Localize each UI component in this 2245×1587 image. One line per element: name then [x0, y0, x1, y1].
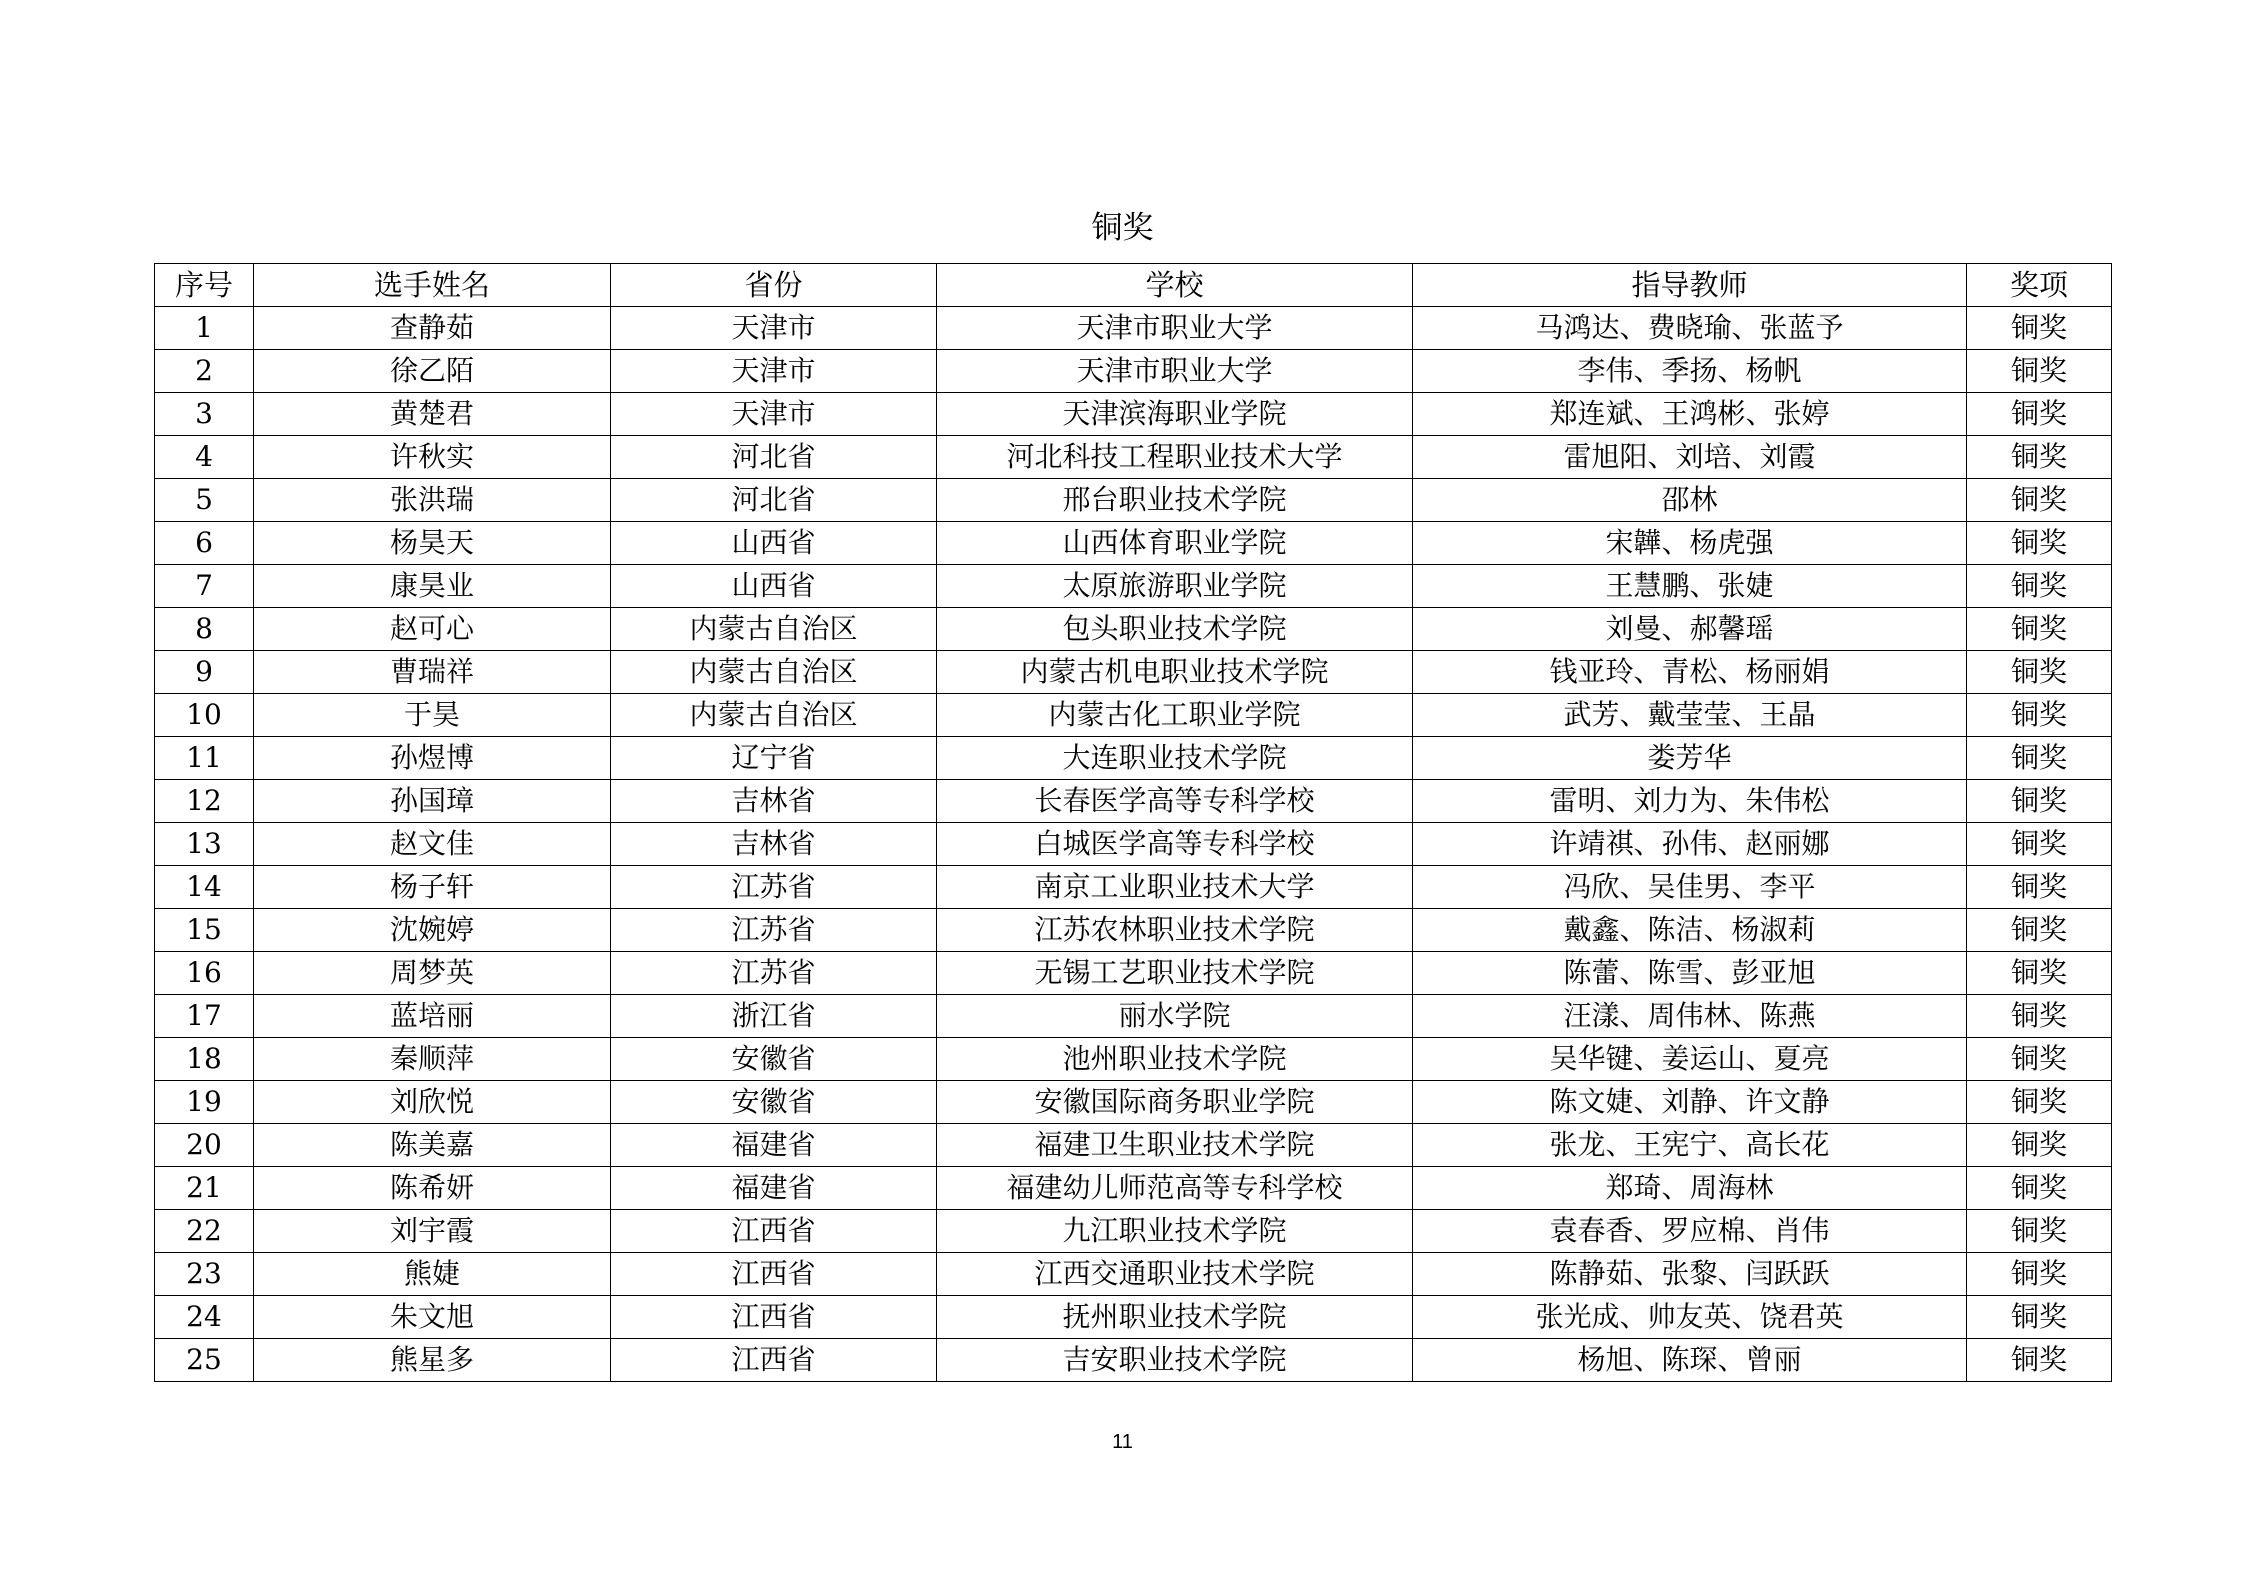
- cell-index: 8: [155, 608, 254, 651]
- cell-province: 天津市: [611, 393, 937, 436]
- page-title: 铜奖: [1091, 210, 1154, 246]
- table-row: [155, 350, 2112, 393]
- cell-instructors: 郑琦、周海林: [1413, 1167, 1967, 1210]
- cell-instructors: 戴鑫、陈洁、杨淑莉: [1413, 909, 1967, 952]
- cell-school: 内蒙古机电职业技术学院: [937, 651, 1413, 694]
- table-row: [155, 1124, 2112, 1167]
- cell-instructors: 钱亚玲、青松、杨丽娟: [1413, 651, 1967, 694]
- cell-contestant-name: 赵可心: [254, 608, 611, 651]
- cell-instructors: 汪漾、周伟林、陈燕: [1413, 995, 1967, 1038]
- cell-award: 铜奖: [1967, 565, 2112, 608]
- cell-province: 河北省: [611, 436, 937, 479]
- cell-province: 江苏省: [611, 909, 937, 952]
- cell-index: 9: [155, 651, 254, 694]
- cell-index: 20: [155, 1124, 254, 1167]
- cell-index: 23: [155, 1253, 254, 1296]
- cell-award: 铜奖: [1967, 1081, 2112, 1124]
- cell-index: 17: [155, 995, 254, 1038]
- cell-index: 13: [155, 823, 254, 866]
- cell-index: 15: [155, 909, 254, 952]
- cell-instructors: 王慧鹏、张婕: [1413, 565, 1967, 608]
- cell-school: 南京工业职业技术大学: [937, 866, 1413, 909]
- cell-award: 铜奖: [1967, 909, 2112, 952]
- table-row: [155, 651, 2112, 694]
- cell-contestant-name: 康昊业: [254, 565, 611, 608]
- cell-school: 江西交通职业技术学院: [937, 1253, 1413, 1296]
- cell-award: 铜奖: [1967, 393, 2112, 436]
- cell-index: 14: [155, 866, 254, 909]
- cell-award: 铜奖: [1967, 350, 2112, 393]
- cell-instructors: 张光成、帅友英、饶君英: [1413, 1296, 1967, 1339]
- cell-province: 安徽省: [611, 1038, 937, 1081]
- cell-award: 铜奖: [1967, 651, 2112, 694]
- cell-school: 河北科技工程职业技术大学: [937, 436, 1413, 479]
- cell-instructors: 雷旭阳、刘培、刘霞: [1413, 436, 1967, 479]
- cell-school: 江苏农林职业技术学院: [937, 909, 1413, 952]
- cell-province: 内蒙古自治区: [611, 694, 937, 737]
- table-row: [155, 1296, 2112, 1339]
- cell-province: 福建省: [611, 1167, 937, 1210]
- cell-award: 铜奖: [1967, 1253, 2112, 1296]
- cell-contestant-name: 徐乙陌: [254, 350, 611, 393]
- table-row: [155, 436, 2112, 479]
- cell-award: 铜奖: [1967, 436, 2112, 479]
- cell-contestant-name: 朱文旭: [254, 1296, 611, 1339]
- cell-award: 铜奖: [1967, 823, 2112, 866]
- table-row: [155, 909, 2112, 952]
- header-award: 奖项: [1967, 264, 2112, 307]
- cell-instructors: 陈文婕、刘静、许文静: [1413, 1081, 1967, 1124]
- cell-contestant-name: 秦顺萍: [254, 1038, 611, 1081]
- cell-province: 内蒙古自治区: [611, 651, 937, 694]
- table-row: [155, 823, 2112, 866]
- cell-school: 福建幼儿师范高等专科学校: [937, 1167, 1413, 1210]
- cell-school: 吉安职业技术学院: [937, 1339, 1413, 1382]
- cell-award: 铜奖: [1967, 608, 2112, 651]
- cell-index: 24: [155, 1296, 254, 1339]
- cell-contestant-name: 赵文佳: [254, 823, 611, 866]
- table-header-row: [155, 264, 2112, 307]
- cell-school: 邢台职业技术学院: [937, 479, 1413, 522]
- cell-index: 12: [155, 780, 254, 823]
- cell-school: 天津市职业大学: [937, 350, 1413, 393]
- cell-index: 22: [155, 1210, 254, 1253]
- cell-contestant-name: 沈婉婷: [254, 909, 611, 952]
- table-row: [155, 565, 2112, 608]
- cell-award: 铜奖: [1967, 780, 2112, 823]
- cell-contestant-name: 陈美嘉: [254, 1124, 611, 1167]
- cell-school: 丽水学院: [937, 995, 1413, 1038]
- cell-index: 16: [155, 952, 254, 995]
- table-row: [155, 1038, 2112, 1081]
- header-index: 序号: [155, 264, 254, 307]
- cell-award: 铜奖: [1967, 522, 2112, 565]
- cell-province: 吉林省: [611, 823, 937, 866]
- cell-award: 铜奖: [1967, 1124, 2112, 1167]
- cell-school: 天津市职业大学: [937, 307, 1413, 350]
- cell-school: 长春医学高等专科学校: [937, 780, 1413, 823]
- table-row: [155, 1167, 2112, 1210]
- cell-contestant-name: 熊星多: [254, 1339, 611, 1382]
- cell-contestant-name: 刘欣悦: [254, 1081, 611, 1124]
- cell-school: 包头职业技术学院: [937, 608, 1413, 651]
- cell-province: 内蒙古自治区: [611, 608, 937, 651]
- cell-index: 25: [155, 1339, 254, 1382]
- cell-instructors: 宋韡、杨虎强: [1413, 522, 1967, 565]
- cell-school: 福建卫生职业技术学院: [937, 1124, 1413, 1167]
- table-row: [155, 780, 2112, 823]
- cell-index: 5: [155, 479, 254, 522]
- cell-province: 山西省: [611, 565, 937, 608]
- cell-school: 无锡工艺职业技术学院: [937, 952, 1413, 995]
- bronze-award-table: [154, 263, 2112, 1382]
- header-instructors: 指导教师: [1413, 264, 1967, 307]
- table-body: [155, 307, 2112, 1382]
- header-contestant-name: 选手姓名: [254, 264, 611, 307]
- table-row: [155, 307, 2112, 350]
- table-row: [155, 522, 2112, 565]
- cell-school: 太原旅游职业学院: [937, 565, 1413, 608]
- cell-school: 抚州职业技术学院: [937, 1296, 1413, 1339]
- cell-award: 铜奖: [1967, 866, 2112, 909]
- cell-award: 铜奖: [1967, 952, 2112, 995]
- cell-index: 10: [155, 694, 254, 737]
- cell-instructors: 邵林: [1413, 479, 1967, 522]
- table-row: [155, 393, 2112, 436]
- cell-index: 21: [155, 1167, 254, 1210]
- cell-province: 山西省: [611, 522, 937, 565]
- cell-index: 2: [155, 350, 254, 393]
- cell-award: 铜奖: [1967, 1038, 2112, 1081]
- cell-province: 江苏省: [611, 952, 937, 995]
- cell-instructors: 杨旭、陈琛、曾丽: [1413, 1339, 1967, 1382]
- cell-contestant-name: 蓝培丽: [254, 995, 611, 1038]
- cell-contestant-name: 孙国璋: [254, 780, 611, 823]
- cell-contestant-name: 黄楚君: [254, 393, 611, 436]
- cell-contestant-name: 曹瑞祥: [254, 651, 611, 694]
- table-row: [155, 479, 2112, 522]
- cell-province: 江西省: [611, 1253, 937, 1296]
- cell-province: 天津市: [611, 350, 937, 393]
- header-province: 省份: [611, 264, 937, 307]
- cell-instructors: 张龙、王宪宁、高长花: [1413, 1124, 1967, 1167]
- table-row: [155, 1081, 2112, 1124]
- cell-contestant-name: 张洪瑞: [254, 479, 611, 522]
- cell-instructors: 郑连斌、王鸿彬、张婷: [1413, 393, 1967, 436]
- cell-contestant-name: 刘宇霞: [254, 1210, 611, 1253]
- cell-award: 铜奖: [1967, 307, 2112, 350]
- cell-contestant-name: 杨昊天: [254, 522, 611, 565]
- cell-instructors: 雷明、刘力为、朱伟松: [1413, 780, 1967, 823]
- cell-index: 6: [155, 522, 254, 565]
- cell-index: 4: [155, 436, 254, 479]
- page-number: 11: [1112, 1431, 1133, 1453]
- cell-index: 3: [155, 393, 254, 436]
- cell-award: 铜奖: [1967, 737, 2112, 780]
- cell-contestant-name: 孙煜博: [254, 737, 611, 780]
- cell-index: 19: [155, 1081, 254, 1124]
- cell-instructors: 袁春香、罗应棉、肖伟: [1413, 1210, 1967, 1253]
- table-row: [155, 866, 2112, 909]
- cell-province: 安徽省: [611, 1081, 937, 1124]
- cell-instructors: 刘曼、郝馨瑶: [1413, 608, 1967, 651]
- cell-award: 铜奖: [1967, 1167, 2112, 1210]
- cell-contestant-name: 于昊: [254, 694, 611, 737]
- cell-contestant-name: 陈希妍: [254, 1167, 611, 1210]
- table-row: [155, 737, 2112, 780]
- table-row: [155, 1210, 2112, 1253]
- cell-instructors: 冯欣、吴佳男、李平: [1413, 866, 1967, 909]
- cell-contestant-name: 杨子轩: [254, 866, 611, 909]
- cell-school: 山西体育职业学院: [937, 522, 1413, 565]
- cell-contestant-name: 许秋实: [254, 436, 611, 479]
- cell-province: 江西省: [611, 1210, 937, 1253]
- cell-award: 铜奖: [1967, 479, 2112, 522]
- cell-school: 白城医学高等专科学校: [937, 823, 1413, 866]
- cell-school: 安徽国际商务职业学院: [937, 1081, 1413, 1124]
- cell-award: 铜奖: [1967, 1210, 2112, 1253]
- header-school: 学校: [937, 264, 1413, 307]
- table-row: [155, 995, 2112, 1038]
- cell-school: 大连职业技术学院: [937, 737, 1413, 780]
- cell-instructors: 娄芳华: [1413, 737, 1967, 780]
- cell-school: 内蒙古化工职业学院: [937, 694, 1413, 737]
- cell-award: 铜奖: [1967, 1296, 2112, 1339]
- cell-award: 铜奖: [1967, 995, 2112, 1038]
- table-row: [155, 1253, 2112, 1296]
- cell-school: 天津滨海职业学院: [937, 393, 1413, 436]
- cell-instructors: 马鸿达、费晓瑜、张蓝予: [1413, 307, 1967, 350]
- cell-province: 天津市: [611, 307, 937, 350]
- table-row: [155, 694, 2112, 737]
- cell-instructors: 许靖祺、孙伟、赵丽娜: [1413, 823, 1967, 866]
- cell-award: 铜奖: [1967, 1339, 2112, 1382]
- table-row: [155, 952, 2112, 995]
- cell-school: 九江职业技术学院: [937, 1210, 1413, 1253]
- cell-instructors: 武芳、戴莹莹、王晶: [1413, 694, 1967, 737]
- cell-province: 浙江省: [611, 995, 937, 1038]
- cell-contestant-name: 查静茹: [254, 307, 611, 350]
- cell-instructors: 吴华键、姜运山、夏亮: [1413, 1038, 1967, 1081]
- cell-index: 11: [155, 737, 254, 780]
- cell-province: 福建省: [611, 1124, 937, 1167]
- cell-province: 江西省: [611, 1296, 937, 1339]
- cell-school: 池州职业技术学院: [937, 1038, 1413, 1081]
- cell-province: 辽宁省: [611, 737, 937, 780]
- cell-province: 河北省: [611, 479, 937, 522]
- cell-contestant-name: 周梦英: [254, 952, 611, 995]
- table-row: [155, 608, 2112, 651]
- cell-instructors: 陈静茹、张黎、闫跃跃: [1413, 1253, 1967, 1296]
- cell-award: 铜奖: [1967, 694, 2112, 737]
- cell-province: 江西省: [611, 1339, 937, 1382]
- cell-province: 吉林省: [611, 780, 937, 823]
- cell-instructors: 陈蕾、陈雪、彭亚旭: [1413, 952, 1967, 995]
- cell-index: 7: [155, 565, 254, 608]
- table-row: [155, 1339, 2112, 1382]
- cell-index: 1: [155, 307, 254, 350]
- cell-province: 江苏省: [611, 866, 937, 909]
- cell-index: 18: [155, 1038, 254, 1081]
- cell-contestant-name: 熊婕: [254, 1253, 611, 1296]
- cell-instructors: 李伟、季扬、杨帆: [1413, 350, 1967, 393]
